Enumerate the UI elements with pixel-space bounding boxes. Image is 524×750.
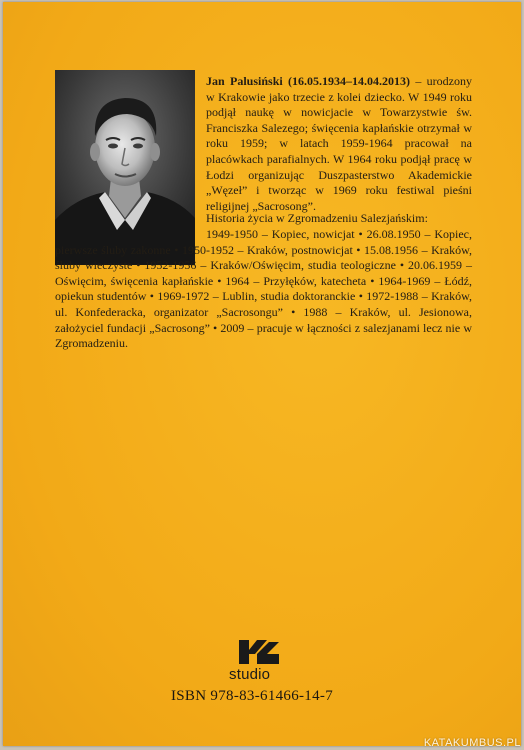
history-heading: Historia życia w Zgromadzeniu Salezjańskim: (206, 211, 428, 225)
history-text: 1949-1950 – Kopiec, nowicjat • 26.08.1950 – Kopiec, pierwsze śluby zakonne • 1950-1952 – Kraków, postnowicjat • 15.08.1956 – Kraków, śluby wieczyste • 1952-1956 – Kraków/Oświęcim, studia teologiczne • 20.06.1959 – Oświęcim, święcenia kapłańskie • 1964 – Przyłęków, katecheta • 1964-1969 – Łódź, opiekun studentów • 1969-1972 – Lublin, studia doktoranckie • 1972-1988 – Kraków, ul. Konfederacka, organizator „Sacrosongu” • 1988 – Kraków, ul. Jesionowa, założyciel fundacji „Sacrosong” • 2009 – pracuje w łączności z salezjanami lecz nie w Zgromadzeniu. (55, 227, 472, 351)
watermark: KATAKUMBUS.PL (423, 737, 521, 749)
publisher-logo-text: studio (229, 666, 271, 683)
author-bio (206, 74, 472, 214)
isbn-number: ISBN 978-83-61466-14-7 (171, 688, 334, 704)
book-back-cover (3, 2, 521, 746)
author-name-dates: Jan Palusiński (16.05.1934–14.04.2013) (206, 74, 411, 88)
author-bio-text: – urodzony w Krakowie jako trzecie z kolei dziecko. W 1949 roku podjął naukę w nowicjacie w Towarzystwie św. Franciszka Salezego; święcenia kapłańskie otrzymał w roku 1959; w latach 1959-1964 pracował na placówkach parafialnych. W 1964 roku podjął pracę w Łodzi organizując Duszpasterstwo Akademickie „Węzeł” i tworząc w 1969 roku festiwal pieśni religijnej „Sacrosong”. (206, 74, 472, 213)
